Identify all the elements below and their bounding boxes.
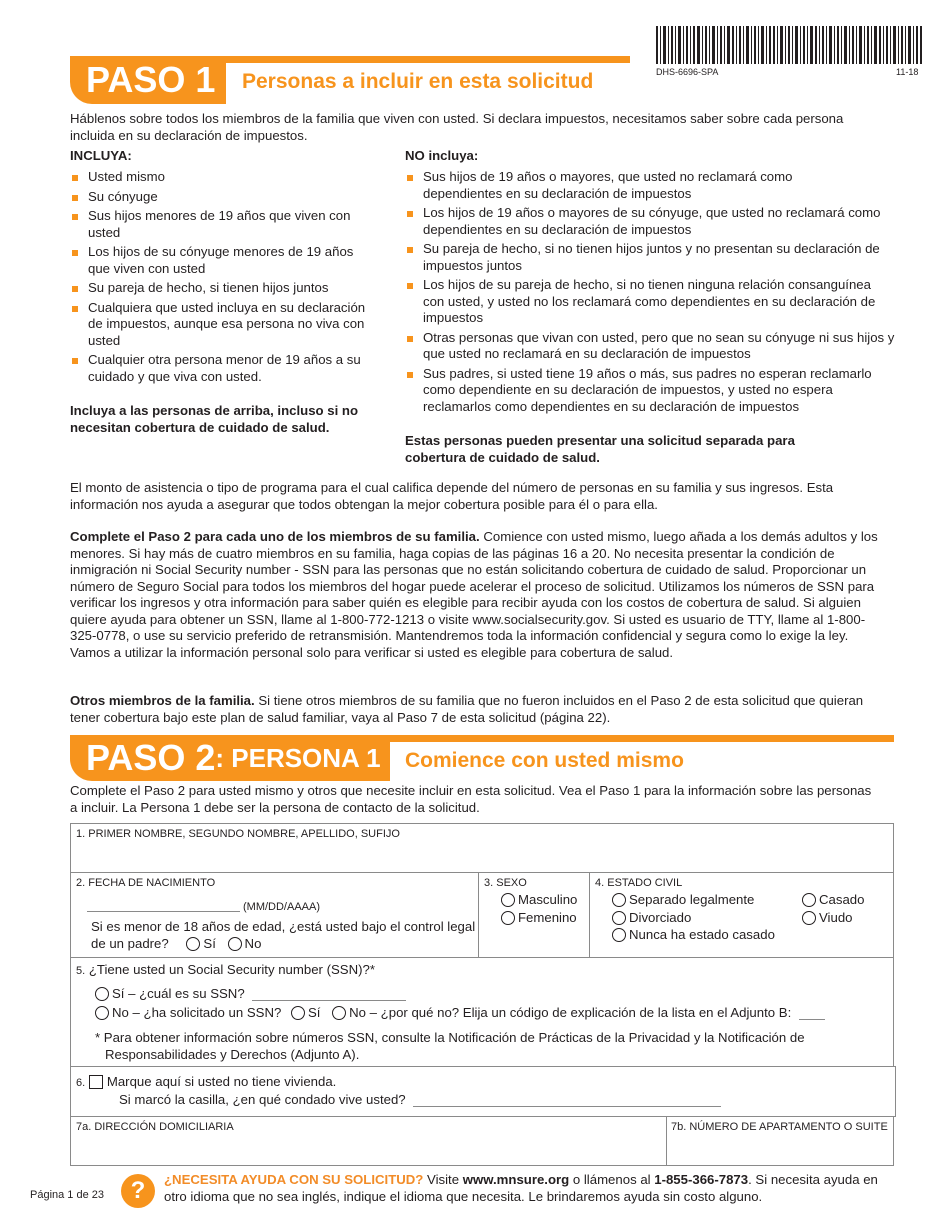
- other-members-text: Si tiene otros miembros de su familia que no fueron incluidos en el Paso 2 de esta solicitud que quieran tener cobertura bajo este plan de salud familiar, vaya al Paso 7 de esta solicitud (página 22).: [70, 693, 864, 725]
- other-members-bold: Otros miembros de la familia.: [70, 693, 255, 708]
- ssn-yes-label: Sí – ¿cuál es su SSN?: [112, 986, 245, 1001]
- ssn-yes-row: [95, 986, 406, 1001]
- include-list: [70, 169, 370, 388]
- marital-divorced-label: Divorciado: [629, 910, 692, 925]
- ssn-note: * Para obtener información sobre números SSN, consulte la Notificación de Prácticas de la Privacidad y la Notificación de Responsabilidades y Derechos (Adjunto A).: [95, 1030, 805, 1062]
- include-heading: INCLUYA:: [70, 148, 132, 163]
- step1-subtitle: Personas a incluir en esta solicitud: [242, 70, 594, 93]
- homeless-row: [76, 1074, 336, 1089]
- field-5-ssn: [70, 957, 894, 1067]
- help-url-link[interactable]: www.mnsure.org: [462, 1172, 570, 1187]
- marital-divorced[interactable]: [612, 910, 691, 925]
- ssn-applied-yes-radio[interactable]: [291, 1006, 305, 1020]
- field-7a-address[interactable]: [70, 1116, 667, 1166]
- step1-badge-text: PASO 1: [86, 59, 216, 100]
- parent-control-text: Si es menor de 18 años de edad, ¿está usted bajo el control legal de un padre?: [91, 919, 476, 951]
- marital-separated-label: Separado legalmente: [629, 892, 755, 907]
- page-number: Página 1 de 23: [30, 1189, 105, 1201]
- marital-married[interactable]: [802, 892, 864, 907]
- step2-intro: Complete el Paso 2 para usted mismo y otros que necesite incluir en esta solicitud. Vea el Paso 1 para la información sobre las personas a incluir. La Persona 1 debe ser la persona de contacto de la solicitud.: [70, 783, 872, 815]
- parent-control-yes-radio[interactable]: [186, 937, 200, 951]
- other-members-paragraph: [70, 693, 882, 726]
- list-item: Cualquiera que usted incluya en su declaración de impuestos, aunque esa persona no viva con usted: [70, 300, 370, 350]
- assistance-paragraph: El monto de asistencia o tipo de programa para el cual califica depende del número de personas en su familia y sus ingresos. Esta información nos ayuda a asegurar que todos obtengan la mejor cobertura posible para él o para ella.: [70, 480, 834, 512]
- step2-subtitle: Comience con usted mismo: [405, 749, 684, 772]
- help-phone[interactable]: 1-855-366-7873: [654, 1172, 749, 1187]
- list-item: Cualquier otra persona menor de 19 años a su cuidado y que viva con usted.: [70, 352, 370, 385]
- parent-control-yes-label: Sí: [203, 935, 216, 951]
- field-1-label: 1. PRIMER NOMBRE, SEGUNDO NOMBRE, APELLIDO, SUFIJO: [76, 828, 400, 840]
- list-item: Otras personas que vivan con usted, pero que no sean su cónyuge ni sus hijos y que usted no reclamará en su declaración de impuestos: [405, 330, 895, 363]
- list-item: Los hijos de su pareja de hecho, si no tienen ninguna relación consanguínea con usted, y usted no los reclamará como dependientes en su declaración de impuestos: [405, 277, 895, 327]
- step2-badge-main: PASO 2: [86, 737, 216, 778]
- sex-male-radio[interactable]: [501, 893, 515, 907]
- field-7b-label: 7b. NÚMERO DE APARTAMENTO O SUITE: [671, 1121, 888, 1133]
- list-item: Sus hijos de 19 años o mayores, que usted no reclamará como dependientes en su declaración de impuestos: [405, 169, 895, 202]
- list-item: Su cónyuge: [70, 189, 370, 206]
- sex-female-radio[interactable]: [501, 911, 515, 925]
- marital-never[interactable]: [612, 927, 775, 942]
- list-item: Su pareja de hecho, si tienen hijos juntos: [70, 280, 370, 297]
- ssn-number-input[interactable]: [252, 986, 406, 1001]
- marital-widowed-radio[interactable]: [802, 911, 816, 925]
- list-item: Sus hijos menores de 19 años que viven con usted: [70, 208, 370, 241]
- field-1-name[interactable]: [70, 823, 894, 873]
- include-note: Incluya a las personas de arriba, incluso si no necesitan cobertura de cuidado de salud.: [70, 403, 359, 435]
- field-4-marital-status: [589, 872, 894, 958]
- marital-widowed-label: Viudo: [819, 910, 853, 925]
- ssn-yes-radio[interactable]: [95, 987, 109, 1001]
- sex-option-female[interactable]: [501, 910, 577, 925]
- sex-male-label: Masculino: [518, 892, 578, 907]
- exclude-heading: NO incluya:: [405, 148, 479, 163]
- ssn-question-text: ¿Tiene usted un Social Security number (SSN)?*: [88, 962, 375, 977]
- marital-separated-radio[interactable]: [612, 893, 626, 907]
- birthdate-input[interactable]: [87, 897, 240, 912]
- help-call: o llámenos al: [569, 1172, 655, 1187]
- help-visit: Visite: [423, 1172, 463, 1187]
- help-icon-glyph: ?: [130, 1177, 146, 1204]
- homeless-checkbox[interactable]: [89, 1075, 103, 1089]
- marital-married-label: Casado: [819, 892, 865, 907]
- sex-female-label: Femenino: [518, 910, 577, 925]
- parent-control-question: [91, 919, 476, 952]
- help-heading: ¿NECESITA AYUDA CON SU SOLICITUD?: [164, 1172, 424, 1187]
- county-question: Si marcó la casilla, ¿en qué condado vive usted?: [119, 1092, 406, 1107]
- list-item: Los hijos de 19 años o mayores de su cónyuge, que usted no reclamará como dependientes en su declaración de impuestos: [405, 205, 895, 238]
- birthdate-format: (MM/DD/AAAA): [243, 901, 320, 913]
- parent-control-no-label: No: [244, 935, 262, 951]
- help-rest: . Si necesita ayuda en otro idioma que no sea inglés, indique el idioma que necesita. Le brindaremos ayuda sin costo alguno.: [164, 1172, 878, 1204]
- field-3-sex: [478, 872, 590, 958]
- county-input[interactable]: [413, 1092, 721, 1107]
- step1-intro: Háblenos sobre todos los miembros de la familia que viven con usted. Si declara impuestos, necesitamos saber sobre cada persona incluida en su declaración de impuestos.: [70, 111, 844, 143]
- sex-option-male[interactable]: [501, 892, 577, 907]
- list-item: Los hijos de su cónyuge menores de 19 años que viven con usted: [70, 244, 370, 277]
- ssn-no-applied-label: No – ¿ha solicitado un SSN?: [112, 1005, 282, 1020]
- ssn-question: [76, 962, 375, 977]
- barcode: [656, 26, 922, 64]
- list-item: Su pareja de hecho, si no tienen hijos juntos y no presentan su declaración de impuestos juntos: [405, 241, 895, 274]
- field-2-birthdate: [70, 872, 479, 958]
- marital-never-radio[interactable]: [612, 928, 626, 942]
- help-icon: [121, 1174, 155, 1208]
- field-7a-label: 7a. DIRECCIÓN DOMICILIARIA: [76, 1121, 234, 1133]
- step2-badge-rest: : PERSONA 1: [215, 742, 381, 773]
- field-6-homeless: [70, 1066, 896, 1117]
- list-item: Usted mismo: [70, 169, 370, 186]
- field-7b-apartment[interactable]: [666, 1116, 894, 1166]
- ssn-code-input[interactable]: [799, 1005, 825, 1020]
- marital-widowed[interactable]: [802, 910, 853, 925]
- homeless-label: Marque aquí si usted no tiene vivienda.: [106, 1074, 337, 1089]
- ssn-no-why-radio[interactable]: [332, 1006, 346, 1020]
- marital-never-label: Nunca ha estado casado: [629, 927, 775, 942]
- field-5-number: 5.: [76, 965, 86, 977]
- step1-badge: [70, 56, 226, 104]
- county-row: [119, 1092, 721, 1107]
- marital-divorced-radio[interactable]: [612, 911, 626, 925]
- ssn-no-why-label: No – ¿por qué no? Elija un código de explicación de la lista en el Adjunto B:: [349, 1005, 792, 1020]
- complete-paragraph: [70, 529, 882, 661]
- ssn-no-applied-radio[interactable]: [95, 1006, 109, 1020]
- exclude-list: [405, 169, 895, 418]
- help-text: [164, 1172, 884, 1205]
- complete-paragraph-bold: Complete el Paso 2 para cada uno de los miembros de su familia.: [70, 529, 480, 544]
- field-6-number: 6.: [76, 1077, 86, 1089]
- exclude-note: Estas personas pueden presentar una solicitud separada para cobertura de cuidado de salud.: [405, 433, 795, 465]
- form-id: DHS-6696-SPA: [656, 67, 719, 77]
- marital-married-radio[interactable]: [802, 893, 816, 907]
- field-3-label: 3. SEXO: [484, 877, 527, 889]
- ssn-applied-yes-label: Sí: [308, 1005, 321, 1020]
- step2-badge: [70, 735, 390, 781]
- complete-paragraph-text: Comience con usted mismo, luego añada a los demás adultos y los menores. Si hay más de cuatro miembros en su familia, haga copias de las páginas 16 a 20. No necesita presentar la condición de inmigración ni Social Security number - SSN para las personas que no están solicitando cobertura de cuidado de salud. Proporcionar un número de Seguro Social para todos los miembros del hogar puede acelerar el proceso de solicitud. Utilizamos los números de SSN para verificar los ingresos y otra información para saber quién es elegible para recibir ayuda con los costos de cobertura de salud. Si alguien quiere ayuda para obtener un SSN, llame al 1-800-772-1213 o visite www.socialsecurity.gov. Si usted es usuario de TTY, llame al 1-800-325-0778, o use su servicio preferido de retransmisión. Mantendremos toda la información confidencial y segura como lo exige la ley. Vamos a utilizar la información personal solo para verificar si usted es elegible para cobertura de salud.: [70, 529, 878, 660]
- form-date: 11-18: [896, 67, 919, 77]
- field-2-label: 2. FECHA DE NACIMIENTO: [76, 877, 216, 889]
- parent-control-no-radio[interactable]: [228, 937, 242, 951]
- field-4-label: 4. ESTADO CIVIL: [595, 877, 683, 889]
- marital-separated[interactable]: [612, 892, 754, 907]
- ssn-no-row: [95, 1005, 825, 1020]
- list-item: Sus padres, si usted tiene 19 años o más, sus padres no esperan reclamarlo como dependiente en su declaración de impuestos, y usted no espera reclamarlos como dependientes en su declaración de impuestos: [405, 366, 895, 416]
